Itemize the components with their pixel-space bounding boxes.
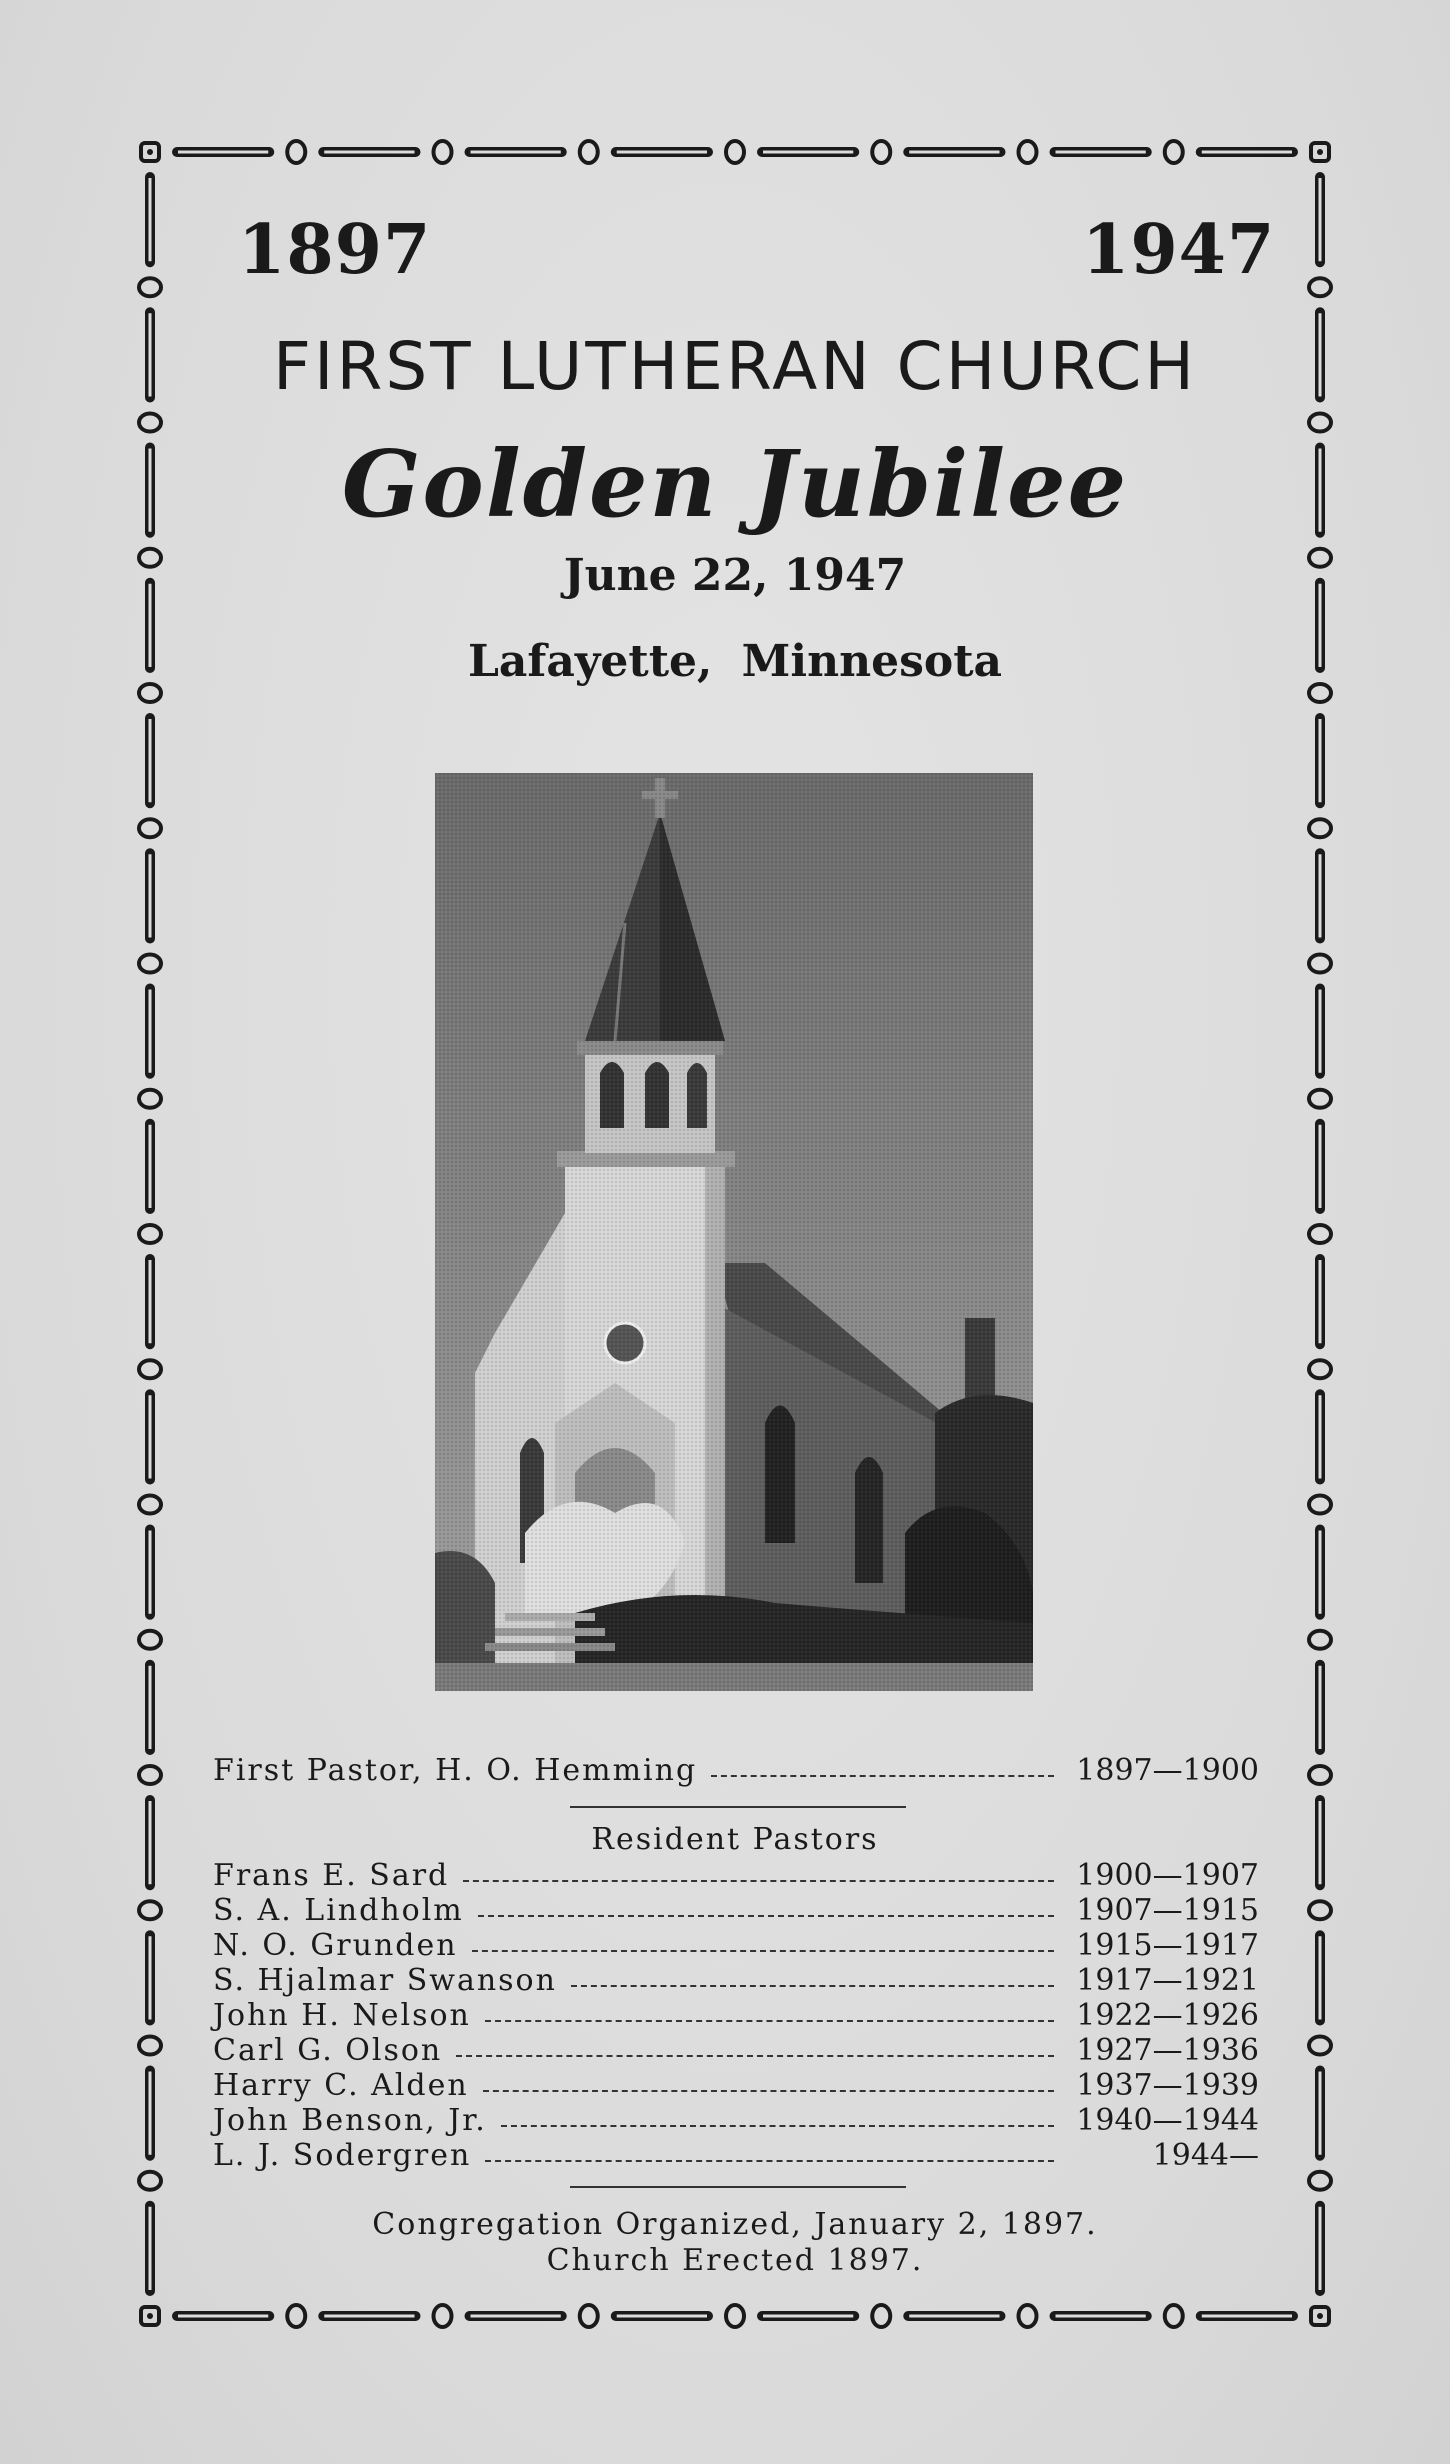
church-photo	[435, 773, 1033, 1691]
pastor-name: L. J. Sodergren	[213, 2138, 472, 2173]
pastor-years: 1917—1921	[1076, 1963, 1259, 1998]
event-date: June 22, 1947	[563, 550, 907, 601]
list-item	[213, 2033, 1259, 2069]
pastor-name: Harry C. Alden	[213, 2068, 469, 2103]
year-start: 1897	[238, 210, 432, 290]
pastor-years: 1940—1944	[1076, 2103, 1259, 2138]
first-pastor-name: First Pastor, H. O. Hemming	[213, 1753, 698, 1788]
pastor-years: 1907—1915	[1076, 1893, 1259, 1928]
list-item	[213, 1998, 1259, 2034]
pastor-name: Frans E. Sard	[213, 1858, 450, 1893]
leader-dots	[478, 1915, 1054, 1917]
leader-dots	[472, 1950, 1054, 1952]
church-name: FIRST LUTHERAN CHURCH	[273, 328, 1197, 405]
pastor-years: 1944—	[1152, 2138, 1259, 2173]
first-pastor-years: 1897—1900	[1076, 1753, 1259, 1788]
church-photo-icon	[435, 773, 1033, 1691]
leader-dots	[483, 2090, 1054, 2092]
leader-dots	[501, 2125, 1054, 2127]
leader-dots	[463, 1880, 1054, 1882]
pastor-name: S. Hjalmar Swanson	[213, 1963, 557, 1998]
list-item	[213, 2103, 1259, 2139]
list-item	[213, 1893, 1259, 1929]
pastor-name: Carl G. Olson	[213, 2033, 443, 2068]
pastor-name: S. A. Lindholm	[213, 1893, 464, 1928]
pastor-years: 1927—1936	[1076, 2033, 1259, 2068]
list-item	[213, 2068, 1259, 2104]
leader-dots	[711, 1775, 1054, 1777]
divider	[570, 2186, 906, 2188]
pastor-years: 1937—1939	[1076, 2068, 1259, 2103]
list-item	[213, 1963, 1259, 1999]
pastor-years: 1922—1926	[1076, 1998, 1259, 2033]
organized-note: Congregation Organized, January 2, 1897.	[372, 2207, 1098, 2242]
leader-dots	[456, 2055, 1054, 2057]
pastor-name: John H. Nelson	[213, 1998, 471, 2033]
divider	[570, 1806, 906, 1808]
first-pastor-row	[213, 1753, 1259, 1789]
list-item	[213, 2138, 1259, 2174]
year-end: 1947	[1082, 210, 1276, 290]
list-item	[213, 1928, 1259, 1964]
pastor-name: John Benson, Jr.	[213, 2103, 487, 2138]
list-item	[213, 1858, 1259, 1894]
leader-dots	[485, 2020, 1054, 2022]
event-title: Golden Jubilee	[341, 430, 1129, 538]
leader-dots	[485, 2160, 1054, 2162]
pastor-name: N. O. Grunden	[213, 1928, 458, 1963]
resident-pastors-heading: Resident Pastors	[591, 1822, 879, 1857]
event-location: Lafayette, Minnesota	[467, 636, 1003, 687]
erected-note: Church Erected 1897.	[546, 2243, 924, 2278]
pastor-years: 1915—1917	[1076, 1928, 1259, 1963]
leader-dots	[571, 1985, 1054, 1987]
pastor-years: 1900—1907	[1076, 1858, 1259, 1893]
